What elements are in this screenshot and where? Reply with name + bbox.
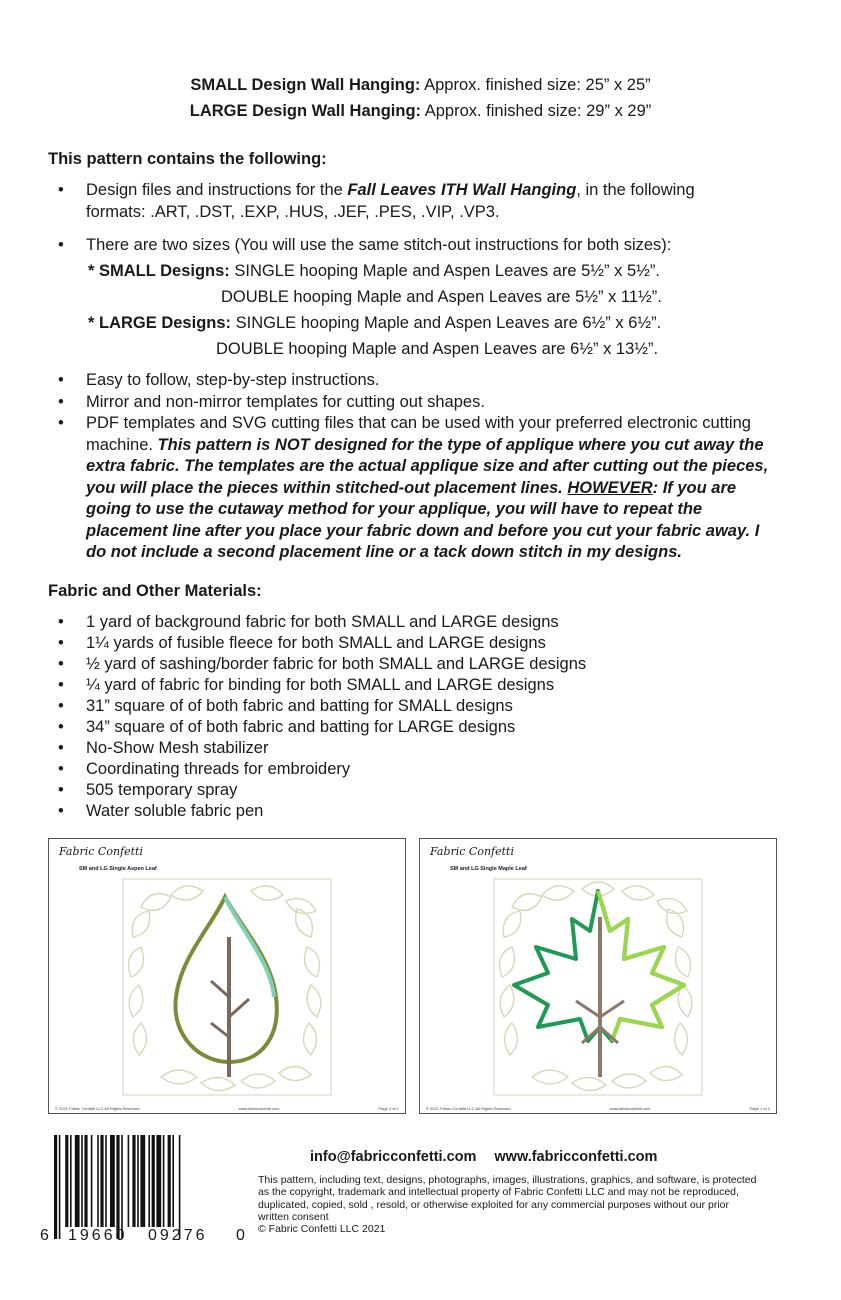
small-double: DOUBLE hooping Maple and Aspen Leaves are 5½” x 11½”. (221, 288, 662, 306)
contains-list (48, 180, 748, 261)
barcode-bar (75, 1135, 80, 1227)
maple-leaf-preview (419, 838, 777, 1114)
small-size-line (0, 72, 841, 98)
list-item: • 505 temporary spray (48, 780, 748, 801)
large-double: DOUBLE hooping Maple and Aspen Leaves are 6½” x 13½”. (216, 340, 659, 358)
preview-footer: © 2021 Fabric Confetti LLC All Rights Reserved www.fabricconfetti.com Page 1 of 1 (426, 1106, 770, 1111)
barcode-bar (132, 1135, 135, 1227)
legal-text: This pattern, including text, designs, photographs, images, illustrations, graphics, and software, is protected as the copyright, trademark and intellectual property of Fabric Confetti LLC and may not be reproduced, duplicated, copied, sold , resold, or otherwise exploited for any commercial purposes without our prior written consent (258, 1174, 757, 1223)
materials-list (48, 612, 748, 822)
barcode-bar (140, 1135, 145, 1227)
list-item: • Mirror and non-mirror templates for cutting out shapes. (48, 392, 778, 414)
materials-heading: Fabric and Other Materials: (48, 582, 262, 600)
barcode-bar (152, 1135, 155, 1227)
barcode-bar (168, 1135, 171, 1227)
contains-list-2 (48, 370, 778, 564)
website-link[interactable]: www.fabricconfetti.com (494, 1149, 658, 1165)
list-item: • 1¼ yards of fusible fleece for both SMALL and LARGE designs (48, 633, 748, 654)
contains-heading: This pattern contains the following: (48, 150, 327, 168)
barcode-bar (54, 1135, 57, 1239)
barcode-bar (172, 1135, 174, 1227)
barcode-bar (148, 1135, 150, 1227)
barcode-bar (100, 1135, 103, 1227)
large-size-label: LARGE Design Wall Hanging: (189, 102, 422, 120)
list-item: • ½ yard of sashing/border fabric for both SMALL and LARGE designs (48, 654, 748, 675)
preview-caption: SM and LG Single Aspen Leaf (79, 866, 157, 872)
list-item: • No-Show Mesh stabilizer (48, 738, 748, 759)
barcode-bar (163, 1135, 165, 1227)
email-link[interactable]: info@fabricconfetti.com (310, 1149, 477, 1165)
list-item: • 1 yard of background fabric for both SMALL and LARGE designs (48, 612, 748, 633)
large-size-line (0, 98, 841, 124)
list-item: • There are two sizes (You will use the same stitch-out instructions for both sizes): (48, 235, 748, 257)
brand-logo: Fabric Confetti (430, 845, 514, 858)
large-designs: * LARGE Designs: SINGLE hooping Maple and Aspen Leaves are 6½” x 6½”. (88, 314, 662, 332)
finished-sizes (0, 72, 841, 124)
barcode-bar (156, 1135, 161, 1227)
barcode-bar (128, 1135, 130, 1227)
list-item: • Water soluble fabric pen (48, 801, 748, 822)
list-item: • Design files and instructions for the Fall Leaves ITH Wall Hanging, in the following formats: .ART, .DST, .EXP, .HUS, .JEF, .PES, .VIP, .VP3. (48, 180, 748, 223)
small-size-label: SMALL Design Wall Hanging: (190, 76, 421, 94)
aspen-leaf-illustration (121, 877, 333, 1097)
preview-footer: © 2021 Fabric Confetti LLC All Rights Reserved www.fabricconfetti.com Page 1 of 1 (55, 1106, 399, 1111)
barcode-bar (59, 1135, 61, 1239)
maple-leaf-illustration (492, 877, 704, 1097)
barcode-bar (65, 1135, 68, 1227)
copyright-line: © Fabric Confetti LLC 2021 (258, 1223, 386, 1236)
barcode-bar (116, 1135, 119, 1239)
barcode-bar (97, 1135, 99, 1227)
list-item: • 31” square of of both fabric and batting for SMALL designs (48, 696, 748, 717)
barcode-bar (110, 1135, 115, 1227)
list-item: • ¼ yard of fabric for binding for both SMALL and LARGE designs (48, 675, 748, 696)
barcode-bar (84, 1135, 87, 1227)
contact-info (310, 1149, 675, 1165)
small-size-text: Approx. finished size: 25” x 25” (420, 76, 651, 94)
barcode-bar (81, 1135, 83, 1227)
barcode-bar (70, 1135, 72, 1227)
barcode-bar (105, 1135, 107, 1227)
large-size-text: Approx. finished size: 29” x 29” (421, 102, 652, 120)
barcode-bar (121, 1135, 123, 1239)
barcode-bar (91, 1135, 93, 1227)
upc-barcode: 6 19660 09276 0 (50, 1135, 240, 1247)
aspen-leaf-preview (48, 838, 406, 1114)
legal-notice (258, 1174, 758, 1235)
barcode-bar (179, 1135, 181, 1239)
list-item: • Easy to follow, step-by-step instructions. (48, 370, 778, 392)
list-item: • PDF templates and SVG cutting files that can be used with your preferred electronic cutting machine. This pattern is NOT designed for the type of applique where you cut away the extra fabric. The templates are the actual applique size and after cutting out the pieces, you will place the pieces within stitched-out placement lines. HOWEVER: If you are going to use the cutaway method for your applique, you will have to repeat the placement line after you place your fabric down and before you cut your fabric away. I do not include a second placement line or a tack down stitch in my designs. (48, 413, 778, 564)
list-item: • Coordinating threads for embroidery (48, 759, 748, 780)
preview-caption: SM and LG Single Maple Leaf (450, 866, 527, 872)
list-item: • 34” square of of both fabric and batting for LARGE designs (48, 717, 748, 738)
brand-logo: Fabric Confetti (59, 845, 143, 858)
small-designs: * SMALL Designs: SINGLE hooping Maple and Aspen Leaves are 5½” x 5½”. (88, 262, 660, 280)
barcode-bar (137, 1135, 139, 1227)
size-details (48, 258, 662, 362)
